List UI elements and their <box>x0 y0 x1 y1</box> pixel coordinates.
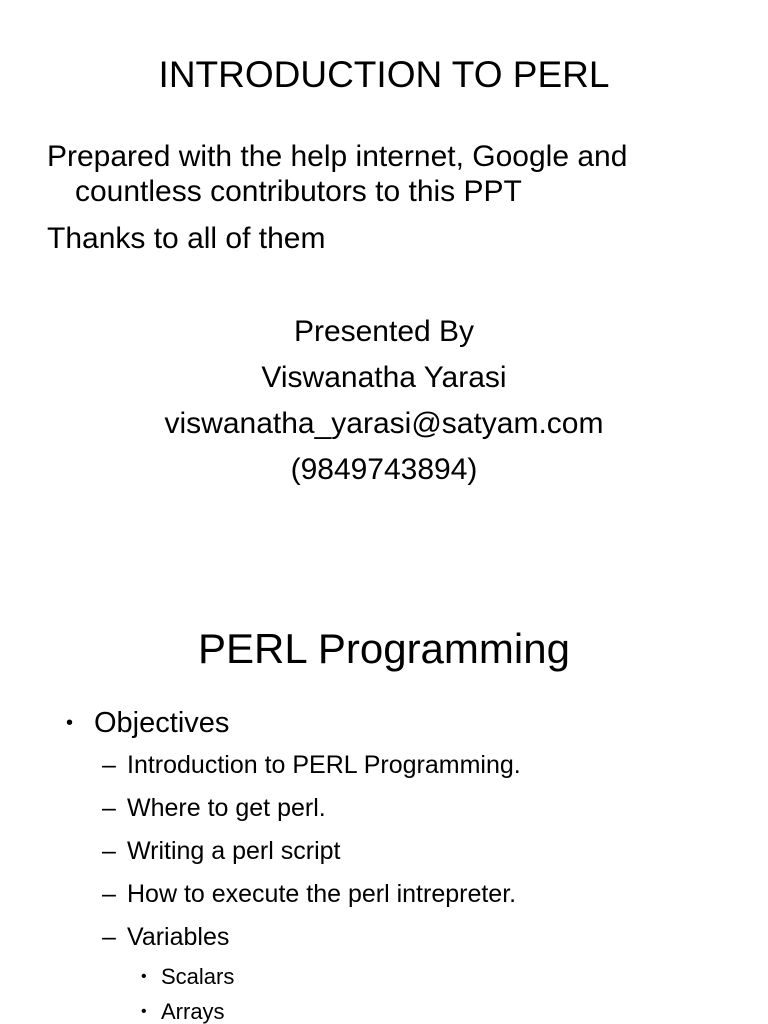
slide-title: INTRODUCTION TO PERL <box>158 54 610 95</box>
acknowledgement-line-2: countless contributors to this PPT <box>75 175 522 208</box>
acknowledgement-line-1: Prepared with the help internet, Google and <box>47 140 628 173</box>
objective-text: Variables <box>127 923 230 951</box>
list-item <box>0 787 768 830</box>
bullet-icon: • <box>66 712 74 734</box>
objective-text: Introduction to PERL Programming. <box>127 751 521 779</box>
thanks-paragraph: Thanks to all of them <box>47 222 326 255</box>
objective-text: How to execute the perl intrepreter. <box>127 880 517 908</box>
dash-icon: – <box>102 837 116 865</box>
variable-type-text: Arrays <box>161 999 225 1024</box>
bullet-icon: • <box>141 968 147 985</box>
presenter-phone: (9849743894) <box>290 453 478 486</box>
list-item <box>0 994 768 1024</box>
presenter-label: Presented By <box>293 315 475 348</box>
dash-icon: – <box>102 751 116 779</box>
list-item <box>0 830 768 873</box>
objective-text: Where to get perl. <box>127 794 326 822</box>
list-item <box>0 702 768 744</box>
slide-title: PERL Programming <box>198 625 570 672</box>
bullet-icon: • <box>141 1003 147 1020</box>
acknowledgement-paragraph <box>47 139 727 209</box>
presenter-email: viswanatha_yarasi@satyam.com <box>164 407 604 440</box>
bullet-list <box>0 702 768 1024</box>
objective-text: Writing a perl script <box>127 837 341 865</box>
variable-type-text: Scalars <box>161 964 235 989</box>
presenter-block <box>0 309 768 493</box>
dash-icon: – <box>102 794 116 822</box>
presenter-name: Viswanatha Yarasi <box>261 361 507 394</box>
list-item <box>0 873 768 916</box>
slide-perl-programming <box>0 576 768 1024</box>
list-item <box>0 744 768 787</box>
dash-icon: – <box>102 923 116 951</box>
list-item <box>0 959 768 994</box>
dash-icon: – <box>102 880 116 908</box>
objectives-label: Objectives <box>94 707 230 739</box>
list-item <box>0 916 768 959</box>
